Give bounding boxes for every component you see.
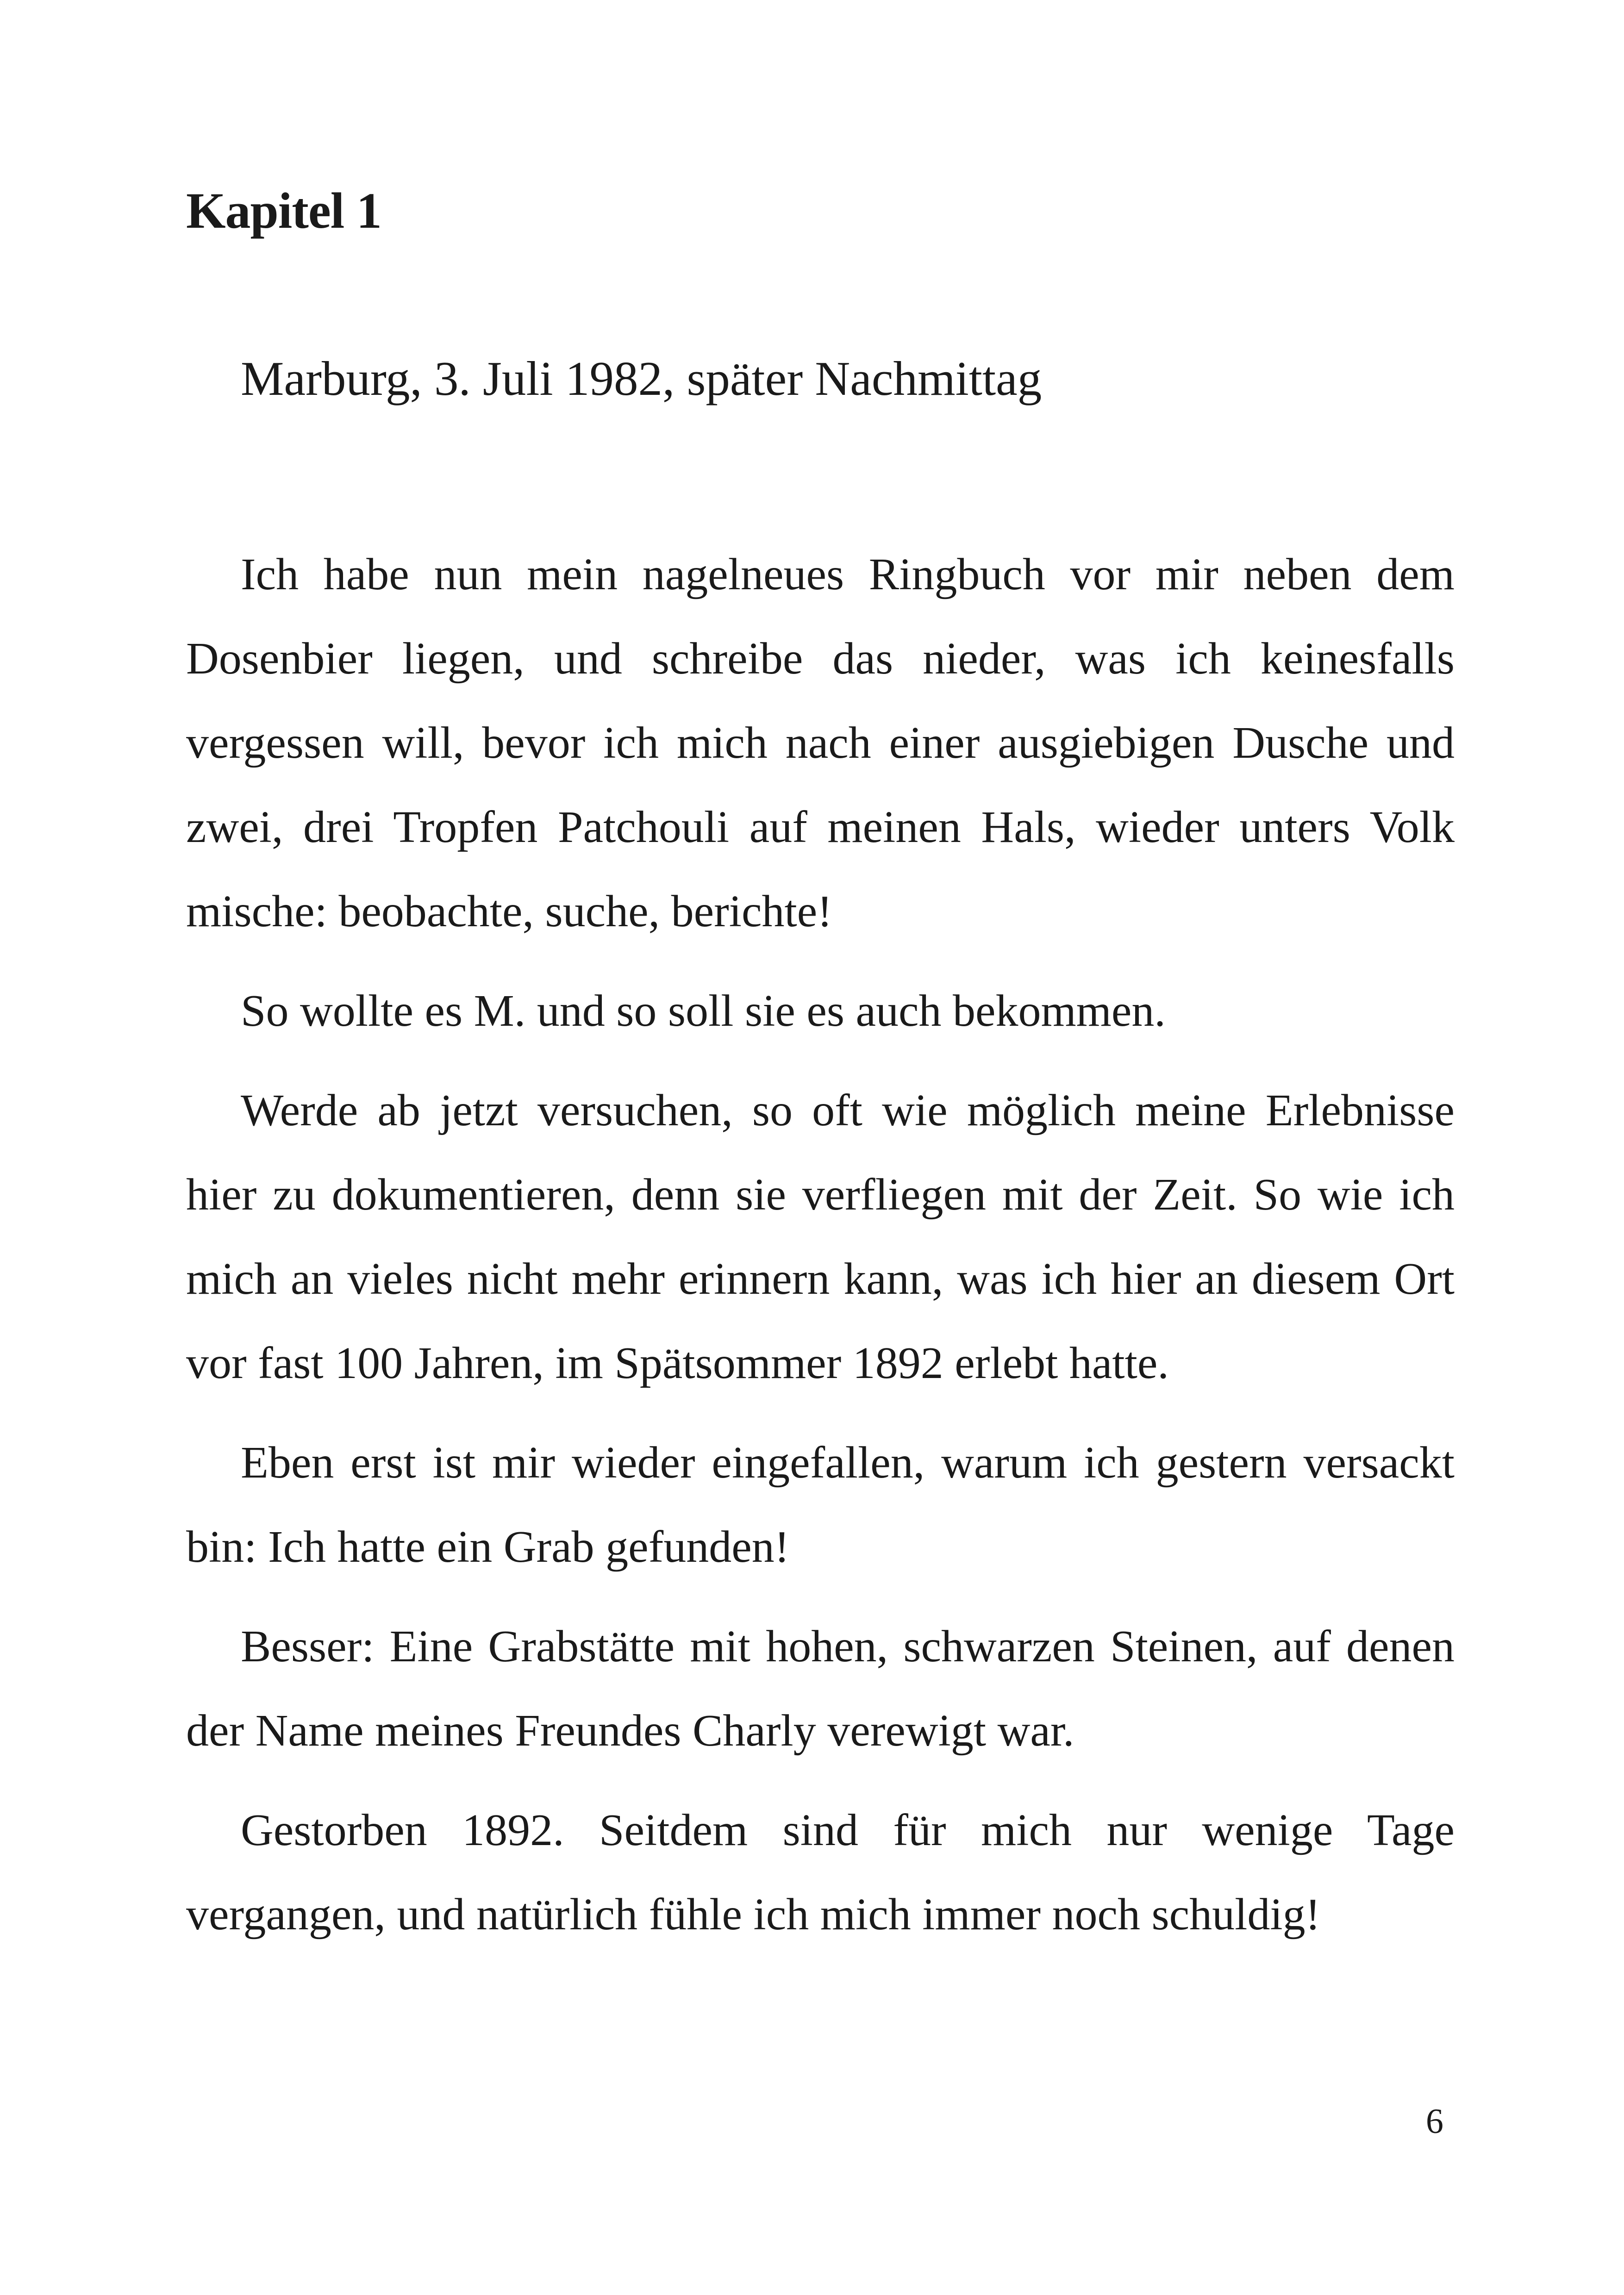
chapter-heading: Kapitel 1: [186, 182, 381, 239]
page-number: 6: [1426, 2102, 1443, 2141]
paragraph: Werde ab jetzt versuchen, so oft wie möglich meine Erlebnisse hier zu dokumentieren, denn sie verfliegen mit der Zeit. So wie ich mich an vieles nicht mehr erinnern kann, was ich hier an diesem Ort vor fast 100 Jahren, im Spätsommer 1892 erlebt hatte.: [186, 1085, 1455, 1388]
body-text: [186, 532, 1455, 1972]
paragraph: Besser: Eine Grabstätte mit hohen, schwarzen Steinen, auf denen der Name meines Freundes Charly verewigt war.: [186, 1621, 1455, 1756]
dateline: Marburg, 3. Juli 1982, später Nachmittag: [241, 351, 1042, 405]
paragraph: Gestorben 1892. Seitdem sind für mich nur wenige Tage vergangen, und natürlich fühle ich mich immer noch schuldig!: [186, 1805, 1455, 1940]
paragraph: Ich habe nun mein nagelneues Ringbuch vor mir neben dem Dosenbier liegen, und schreibe das nieder, was ich keinesfalls vergessen will, bevor ich mich nach einer ausgiebigen Dusche und zwei, drei Tropfen Patchouli auf meinen Hals, wieder unters Volk mische: beobachte, suche, berichte!: [186, 549, 1455, 936]
paragraph: So wollte es M. und so soll sie es auch bekommen.: [241, 986, 1166, 1036]
paragraph: Eben erst ist mir wieder eingefallen, warum ich gestern versackt bin: Ich hatte ein Grab gefunden!: [186, 1438, 1455, 1572]
